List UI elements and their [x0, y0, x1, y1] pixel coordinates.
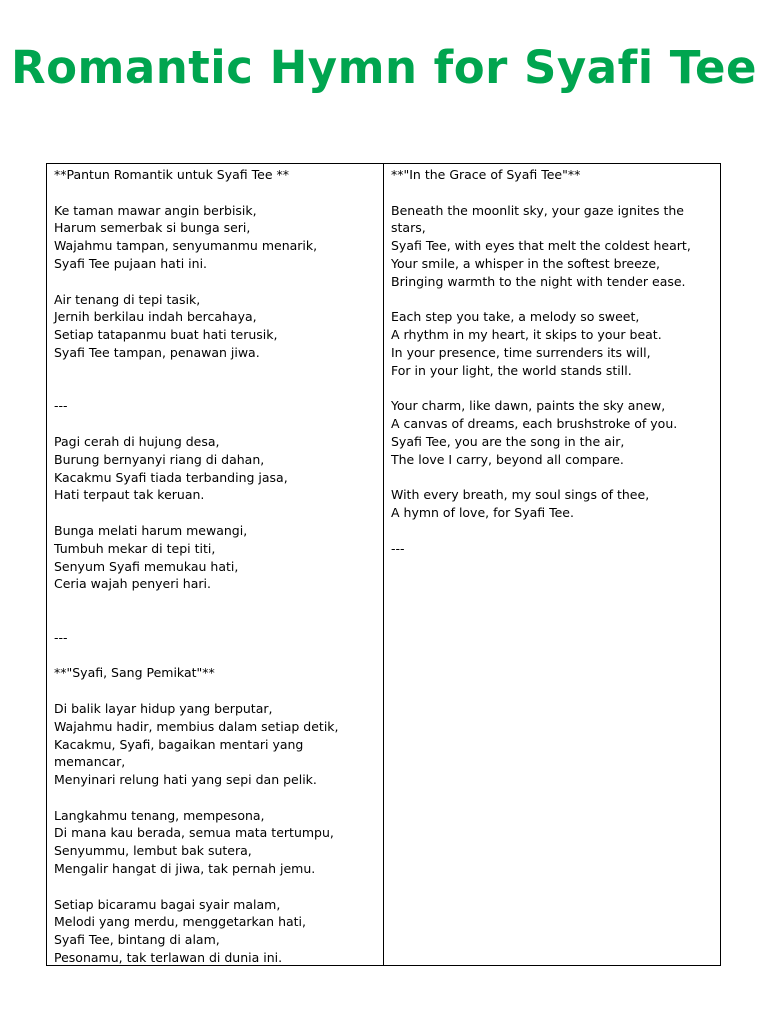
poem-line: Syafi Tee, with eyes that melt the coldest heart, — [391, 238, 691, 254]
blank-line — [54, 380, 377, 398]
poem-line: A rhythm in my heart, it skips to your beat. — [391, 327, 662, 343]
poem-line: Syafi Tee, you are the song in the air, — [391, 433, 625, 449]
blank-line — [54, 362, 377, 380]
poem-line: Kacakmu Syafi tiada terbanding jasa, — [54, 469, 288, 485]
poem-line: Each step you take, a melody so sweet, — [391, 309, 640, 325]
poem-heading-sang-pemikat: **"Syafi, Sang Pemikat"** — [54, 665, 215, 681]
blank-line — [391, 522, 700, 540]
pantun-stanza-3 — [54, 433, 377, 504]
blank-line — [391, 380, 700, 398]
blank-line — [54, 504, 377, 522]
poem-line: Bringing warmth to the night with tender ease. — [391, 273, 686, 289]
poem-stanza-6 — [54, 807, 377, 878]
poem-line: Burung bernyanyi riang di dahan, — [54, 451, 265, 467]
hymn-stanza-3 — [391, 397, 700, 468]
poem-line: Beneath the moonlit sky, your gaze ignites the stars, — [391, 202, 688, 236]
blank-line — [54, 184, 377, 202]
poem-line: Melodi yang merdu, menggetarkan hati, — [54, 914, 307, 930]
blank-line — [54, 611, 377, 629]
poem-line: For in your light, the world stands still. — [391, 362, 632, 378]
poem-line: A canvas of dreams, each brushstroke of you. — [391, 416, 678, 432]
blank-line — [391, 291, 700, 309]
poem-line: Mengalir hangat di jiwa, tak pernah jemu. — [54, 861, 316, 877]
poem-line: Kacakmu, Syafi, bagaikan mentari yang memancar, — [54, 736, 308, 770]
blank-line — [54, 273, 377, 291]
poem-line: Tumbuh mekar di tepi titi, — [54, 540, 216, 556]
poem-line: Langkahmu tenang, mempesona, — [54, 807, 265, 823]
left-column — [47, 164, 384, 965]
poem-line: In your presence, time surrenders its will, — [391, 344, 651, 360]
blank-line — [391, 469, 700, 487]
blank-line — [54, 647, 377, 665]
poem-line: Pesonamu, tak terlawan di dunia ini. — [54, 950, 283, 965]
separator: --- — [54, 398, 68, 414]
blank-line — [54, 789, 377, 807]
poem-line: A hymn of love, for Syafi Tee. — [391, 505, 574, 521]
blank-line — [54, 682, 377, 700]
poem-line: Air tenang di tepi tasik, — [54, 291, 201, 307]
right-column — [384, 164, 720, 965]
poem-line: The love I carry, beyond all compare. — [391, 451, 624, 467]
document-title: Romantic Hymn for Syafi Tee — [10, 41, 758, 94]
pantun-stanza-1 — [54, 202, 377, 273]
poem-line: Menyinari relung hati yang sepi dan pelik. — [54, 772, 317, 788]
poem-line: Senyum Syafi memukau hati, — [54, 558, 239, 574]
hymn-heading: **"In the Grace of Syafi Tee"** — [391, 167, 581, 182]
poem-line: Bunga melati harum mewangi, — [54, 522, 248, 538]
blank-line — [54, 593, 377, 611]
poem-line: Di balik layar hidup yang berputar, — [54, 700, 273, 716]
poem-line: Pagi cerah di hujung desa, — [54, 433, 220, 449]
poem-line: Setiap bicaramu bagai syair malam, — [54, 896, 281, 912]
poem-stanza-5 — [54, 700, 377, 789]
blank-line — [54, 878, 377, 896]
poem-line: Wajahmu hadir, membius dalam setiap detik, — [54, 718, 339, 734]
pantun-stanza-2 — [54, 291, 377, 362]
pantun-stanza-4 — [54, 522, 377, 593]
poem-line: Ke taman mawar angin berbisik, — [54, 202, 257, 218]
blank-line — [391, 184, 700, 202]
poem-table — [46, 163, 721, 966]
blank-line — [54, 415, 377, 433]
poem-stanza-7 — [54, 896, 377, 965]
poem-line: Your charm, like dawn, paints the sky anew, — [391, 398, 666, 414]
poem-line: With every breath, my soul sings of thee, — [391, 487, 650, 503]
separator: --- — [391, 540, 405, 556]
poem-line: Wajahmu tampan, senyumanmu menarik, — [54, 238, 318, 254]
poem-line: Syafi Tee tampan, penawan jiwa. — [54, 344, 260, 360]
hymn-stanza-4 — [391, 486, 700, 522]
poem-line: Syafi Tee, bintang di alam, — [54, 932, 220, 948]
poem-line: Syafi Tee pujaan hati ini. — [54, 255, 208, 271]
poem-line: Hati terpaut tak keruan. — [54, 487, 205, 503]
hymn-stanza-2 — [391, 308, 700, 379]
poem-line: Ceria wajah penyeri hari. — [54, 576, 211, 592]
pantun-heading: **Pantun Romantik untuk Syafi Tee ** — [54, 167, 289, 182]
poem-line: Setiap tatapanmu buat hati terusik, — [54, 327, 278, 343]
poem-line: Jernih berkilau indah bercahaya, — [54, 309, 257, 325]
separator: --- — [54, 629, 68, 645]
hymn-stanza-1 — [391, 202, 700, 291]
poem-line: Di mana kau berada, semua mata tertumpu, — [54, 825, 334, 841]
poem-line: Harum semerbak si bunga seri, — [54, 220, 251, 236]
poem-line: Your smile, a whisper in the softest breeze, — [391, 255, 661, 271]
poem-line: Senyummu, lembut bak sutera, — [54, 843, 252, 859]
